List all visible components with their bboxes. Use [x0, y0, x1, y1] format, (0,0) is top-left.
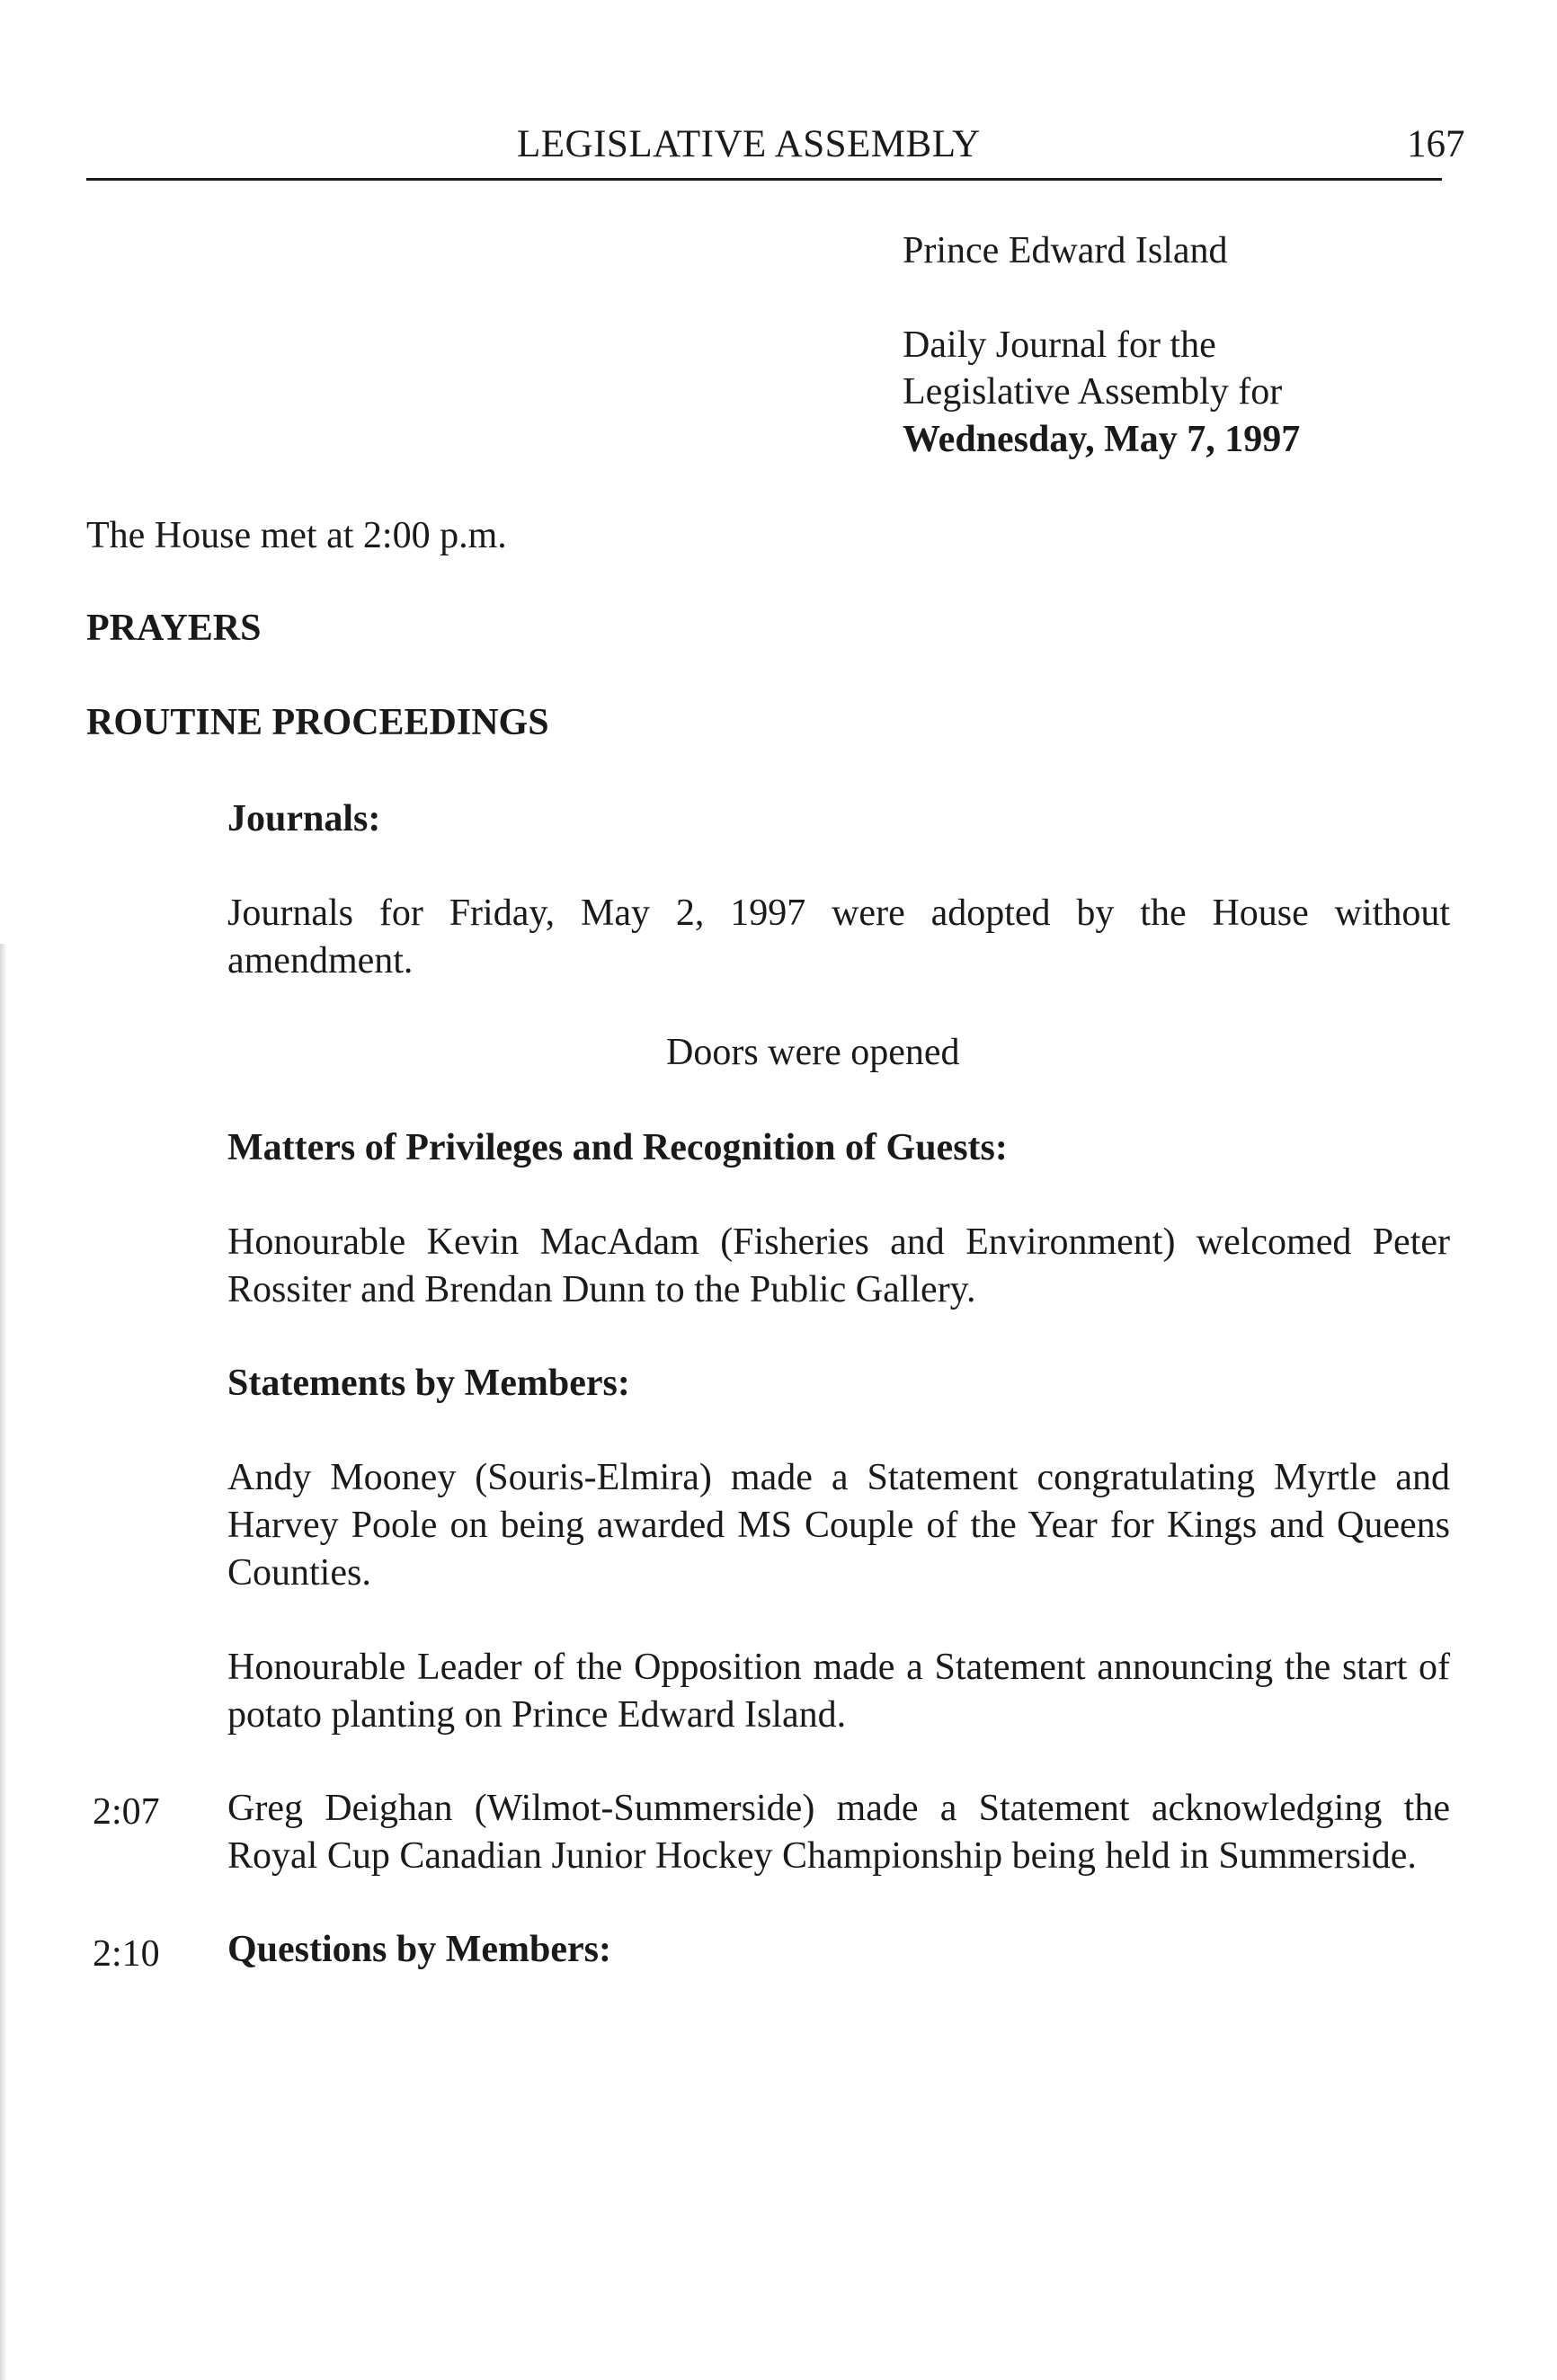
routine-proceedings-heading: ROUTINE PROCEEDINGS — [86, 702, 549, 743]
privileges-paragraph: Honourable Kevin MacAdam (Fisheries and Environment) welcomed Peter Rossiter and Brendan Dunn to the Public Gallery. — [227, 1221, 1450, 1310]
journal-title-line-2: Legislative Assembly for — [903, 371, 1283, 413]
journal-title-line-1: Daily Journal for the — [903, 324, 1216, 366]
statement-paragraph-3: Greg Deighan (Wilmot-Summerside) made a Statement acknowledging the Royal Cup Canadian Junior Hockey Championship being held in Summerside. — [227, 1788, 1450, 1877]
province-name: Prince Edward Island — [903, 230, 1228, 271]
journal-date: Wednesday, May 7, 1997 — [903, 419, 1301, 460]
opening-time-line: The House met at 2:00 p.m. — [86, 515, 507, 556]
journals-heading: Journals: — [227, 798, 381, 839]
questions-heading: Questions by Members: — [227, 1929, 611, 1970]
statements-heading: Statements by Members: — [227, 1363, 630, 1404]
time-stamp-210: 2:10 — [93, 1933, 160, 1975]
time-stamp-207: 2:07 — [93, 1791, 160, 1833]
running-header-title: LEGISLATIVE ASSEMBLY — [517, 123, 981, 165]
privileges-heading: Matters of Privileges and Recognition of Guests: — [227, 1127, 1008, 1168]
statement-paragraph-1: Andy Mooney (Souris-Elmira) made a Statement congratulating Myrtle and Harvey Poole on being awarded MS Couple of the Year for Kings and Queens Counties. — [227, 1457, 1450, 1594]
doors-opened-line: Doors were opened — [666, 1032, 960, 1073]
prayers-heading: PRAYERS — [86, 608, 262, 649]
statement-paragraph-2: Honourable Leader of the Opposition made a Statement announcing the start of potato planting on Prince Edward Island. — [227, 1647, 1450, 1736]
scan-edge-shadow — [0, 944, 7, 2380]
header-rule — [86, 178, 1442, 181]
journals-paragraph: Journals for Friday, May 2, 1997 were adopted by the House without amendment. — [227, 892, 1450, 981]
page-number: 167 — [1407, 123, 1465, 165]
